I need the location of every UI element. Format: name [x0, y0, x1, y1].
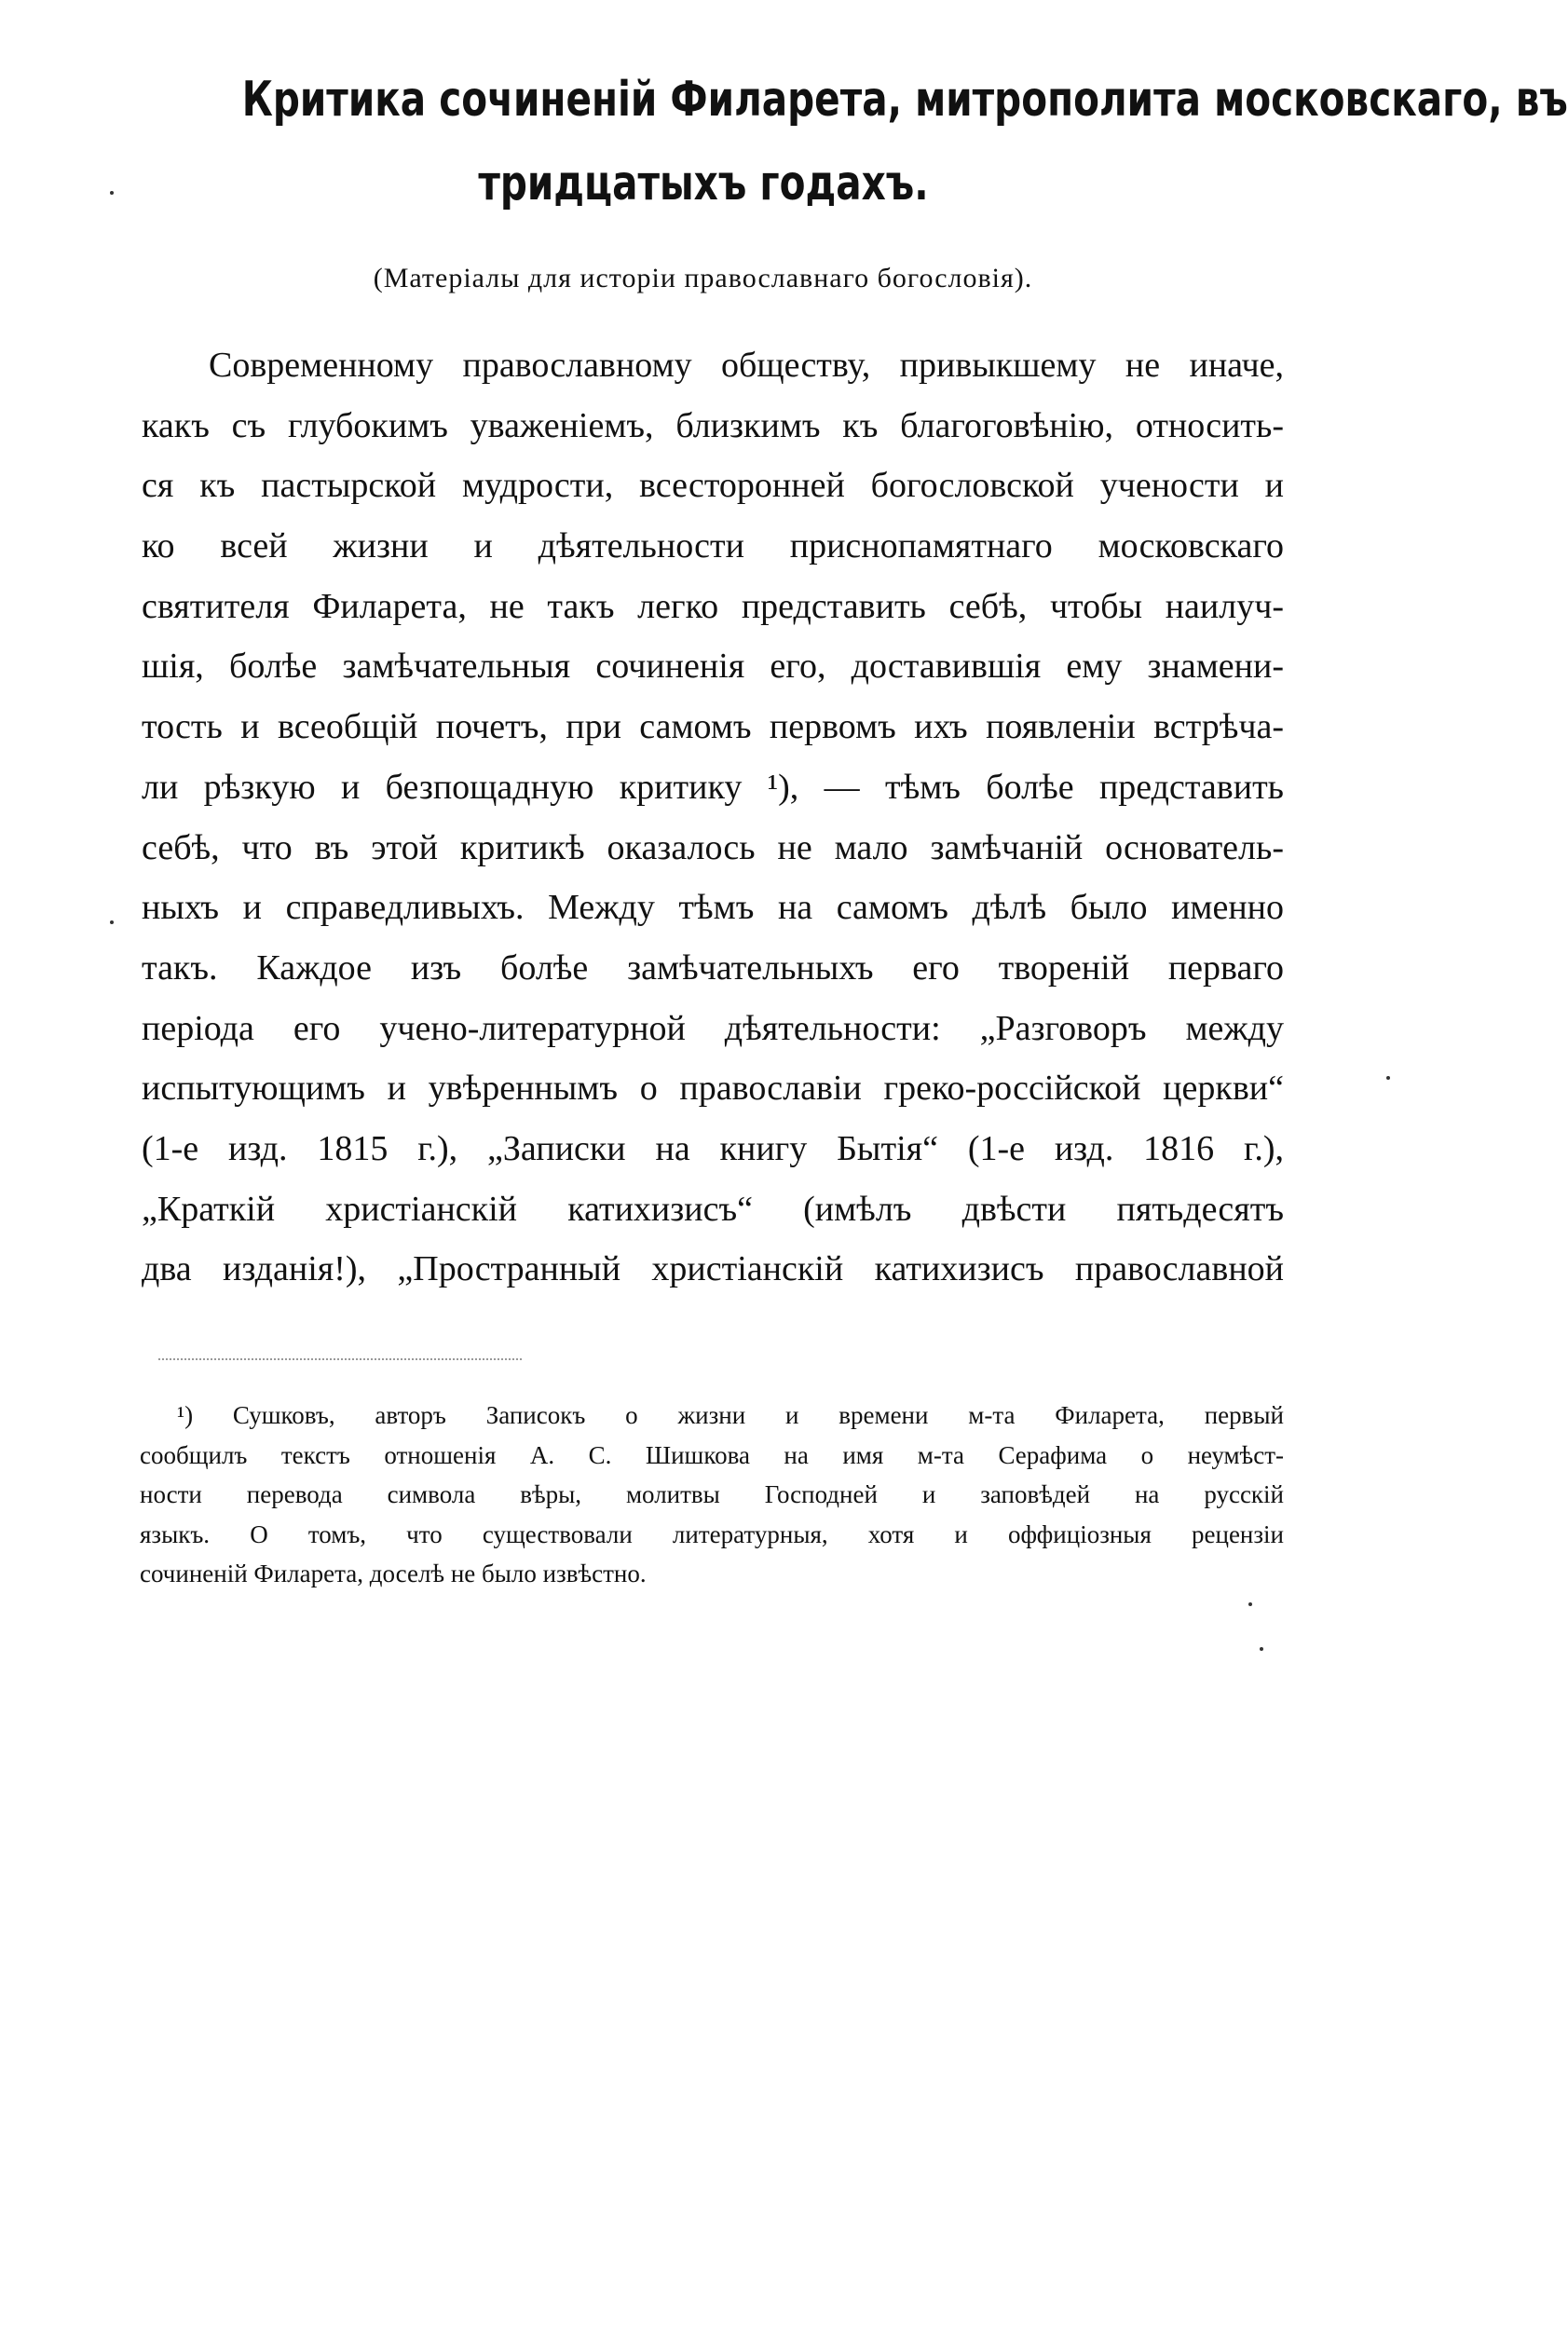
body-line: какъ съ глубокимъ уваженіемъ, близкимъ къ благоговѣнію, относить-	[142, 405, 1284, 445]
subtitle: (Матеріалы для исторіи православнаго богословія).	[373, 263, 1033, 293]
body-line: испытующимъ и увѣреннымъ о православіи греко-россійской церкви“	[142, 1069, 1284, 1109]
footnote-line: языкъ. О томъ, что существовали литературныя, хотя и оффиціозныя рецензіи	[140, 1519, 1284, 1548]
footnote-line: ности перевода символа вѣры, молитвы Господней и заповѣдей на русскій	[140, 1480, 1284, 1508]
scan-speck	[110, 920, 114, 924]
footnote	[140, 1396, 1284, 1594]
body-line: Современному православному обществу, привыкшему не иначе,	[209, 346, 1284, 385]
body-line: себѣ, что въ этой критикѣ оказалось не мало замѣчаній основатель-	[142, 827, 1284, 867]
body-line: два изданія!), „Пространный христіанскій катихизисъ православной	[142, 1249, 1284, 1289]
body-line: ли рѣзкую и безпощадную критику ¹), — тѣмъ болѣе представить	[142, 767, 1284, 807]
footnote-separator	[158, 1358, 522, 1360]
body-paragraph	[142, 335, 1284, 1300]
footnote-line: сочиненій Филарета, доселѣ не было извѣстно.	[140, 1560, 647, 1587]
body-line: тость и всеобщій почетъ, при самомъ первомъ ихъ появленіи встрѣча-	[142, 707, 1284, 747]
body-line: такъ. Каждое изъ болѣе замѣчательныхъ его твореній перваго	[142, 947, 1284, 988]
body-line: ся къ пастырской мудрости, всесторонней богословской учености и	[142, 466, 1284, 506]
body-line: періода его учено-литературной дѣятельности: „Разговоръ между	[142, 1008, 1284, 1048]
title-line-2: тридцатыхъ годахъ.	[478, 156, 929, 211]
footnote-line: ¹) Сушковъ, авторъ Записокъ о жизни и времени м-та Филарета, первый	[177, 1401, 1284, 1429]
body-line: „Краткій христіанскій катихизисъ“ (имѣлъ двѣсти пятьдесятъ	[142, 1189, 1284, 1229]
body-line: шія, болѣе замѣчательныя сочиненія его, доставившія ему знамени-	[142, 647, 1284, 687]
scan-speck	[1248, 1602, 1252, 1606]
scan-speck	[1386, 1076, 1390, 1080]
title-line-1: Критика сочиненій Филарета, митрополита московскаго, въ	[241, 72, 1568, 128]
scan-speck	[110, 191, 114, 195]
footnote-line: сообщилъ текстъ отношенія А. С. Шишкова на имя м-та Серафима о неумѣст-	[140, 1440, 1284, 1469]
scan-speck	[1260, 1647, 1263, 1651]
body-line: ныхъ и справедливыхъ. Между тѣмъ на самомъ дѣлѣ было именно	[142, 888, 1284, 928]
body-line: ко всей жизни и дѣятельности приснопамятнаго московскаго	[142, 526, 1284, 566]
body-line: (1-е изд. 1815 г.), „Записки на книгу Бытія“ (1-е изд. 1816 г.),	[142, 1128, 1284, 1168]
body-line: святителя Филарета, не такъ легко представить себѣ, чтобы наилуч-	[142, 586, 1284, 626]
